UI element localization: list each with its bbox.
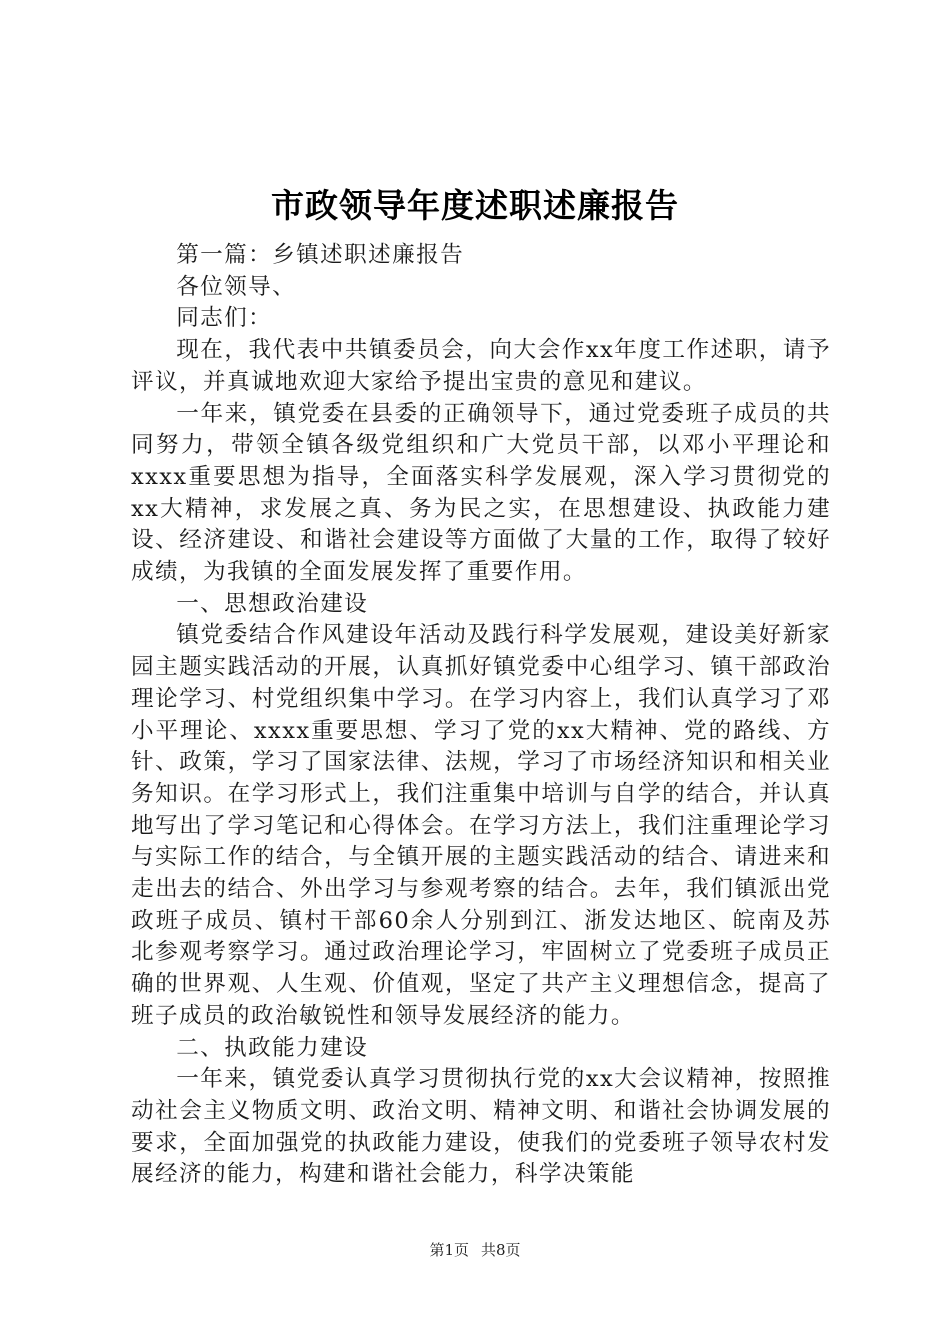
page-number: 第1页 — [429, 1241, 469, 1259]
page-footer — [0, 1240, 950, 1260]
page-total: 共8页 — [481, 1241, 521, 1259]
section-heading-governance: 二、执政能力建设 — [176, 1034, 369, 1061]
section-heading-ideology: 一、思想政治建设 — [176, 590, 369, 617]
paragraph-opening: 现在，我代表中共镇委员会，向大会作xx年度工作述职，请予评议，并真诚地欢迎大家给予提出宝贵的意见和建议。 — [131, 337, 831, 395]
paragraph-ideology: 镇党委结合作风建设年活动及践行科学发展观，建设美好新家园主题实践活动的开展，认真抓好镇党委中心组学习、镇干部政治理论学习、村党组织集中学习。在学习内容上，我们认真学习了邓小平理论、xxxx重要思想、学习了党的xx大精神、党的路线、方针、政策，学习了国家法律、法规，学习了市场经济知识和相关业务知识。在学习形式上，我们注重集中培训与自学的结合，并认真地写出了学习笔记和心得体会。在学习方法上，我们注重理论学习与实际工作的结合，与全镇开展的主题实践活动的结合、请进来和走出去的结合、外出学习与参观考察的结合。去年，我们镇派出党政班子成员、镇村干部60余人分别到江、浙发达地区、皖南及苏北参观考察学习。通过政治理论学习，牢固树立了党委班子成员正确的世界观、人生观、价值观，坚定了共产主义理想信念，提高了班子成员的政治敏锐性和领导发展经济的能力。 — [131, 622, 831, 1029]
paragraph-salutation-comrades: 同志们： — [176, 305, 273, 332]
paragraph-salutation-leaders: 各位领导、 — [176, 273, 297, 300]
paragraph-part-heading: 第一篇：乡镇述职述廉报告 — [176, 242, 465, 268]
paragraph-overview: 一年来，镇党委在县委的正确领导下，通过党委班子成员的共同努力，带领全镇各级党组织和广大党员干部，以邓小平理论和xxxx重要思想为指导，全面落实科学发展观，深入学习贯彻党的xx大精神，求发展之真、务为民之实，在思想建设、执政能力建设、经济建设、和谐社会建设等方面做了大量的工作，取得了较好成绩，为我镇的全面发展发挥了重要作用。 — [131, 400, 831, 586]
document-body — [131, 240, 831, 1191]
document-title: 市政领导年度述职述廉报告 — [271, 186, 679, 225]
paragraph-governance: 一年来，镇党委认真学习贯彻执行党的xx大会议精神，按照推动社会主义物质文明、政治文明、精神文明、和谐社会协调发展的要求，全面加强党的执政能力建设，使我们的党委班子领导农村发展经济的能力，构建和谐社会能力，科学决策能 — [131, 1066, 831, 1188]
